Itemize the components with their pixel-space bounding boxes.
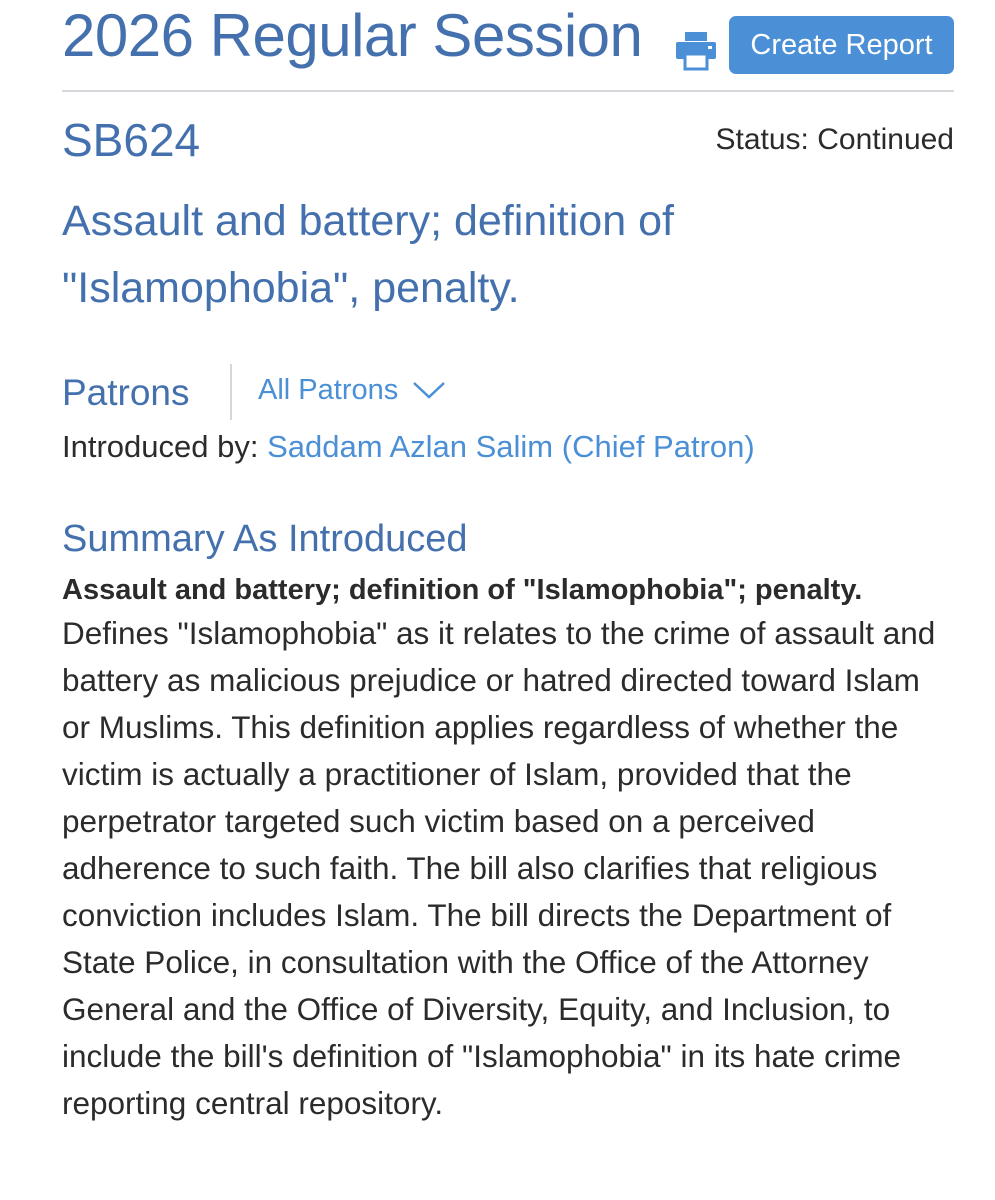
chief-patron-link[interactable]: Saddam Azlan Salim (Chief Patron) [267, 429, 755, 464]
chevron-down-icon [412, 380, 446, 400]
all-patrons-label: All Patrons [258, 374, 399, 406]
bill-status: Status: Continued [715, 123, 954, 156]
patrons-divider [230, 364, 232, 420]
session-title: 2026 Regular Session [62, 2, 643, 69]
bill-info-row [62, 92, 954, 182]
introduced-by-label: Introduced by: [62, 429, 259, 464]
session-header [62, 0, 954, 92]
patrons-row [62, 364, 954, 422]
printer-icon[interactable] [674, 28, 718, 72]
summary-title: Assault and battery; definition of "Islamophobia"; penalty. [62, 574, 863, 606]
bill-page [62, 0, 954, 1127]
bill-title: Assault and battery; definition of "Islamophobia", penalty. [62, 197, 674, 312]
summary-body: Defines "Islamophobia" as it relates to the crime of assault and battery as malicious prejudice or hatred directed toward Islam or Muslims. This definition applies regardless of whether the victim is actually a practitioner of Islam, provided that the perpetrator targeted such victim based on a perceived adherence to such faith. The bill also clarifies that religious conviction includes Islam. The bill directs the Department of State Police, in consultation with the Office of the Attorney General and the Office of Diversity, Equity, and Inclusion, to include the bill's definition of "Islamophobia" in its hate crime reporting central repository. [62, 615, 936, 1121]
introduced-by [62, 426, 954, 468]
patrons-label: Patrons [62, 372, 190, 413]
bill-number: SB624 [62, 114, 201, 166]
all-patrons-dropdown[interactable] [258, 370, 446, 410]
summary-heading: Summary As Introduced [62, 518, 468, 560]
create-report-button[interactable]: Create Report [729, 16, 954, 74]
